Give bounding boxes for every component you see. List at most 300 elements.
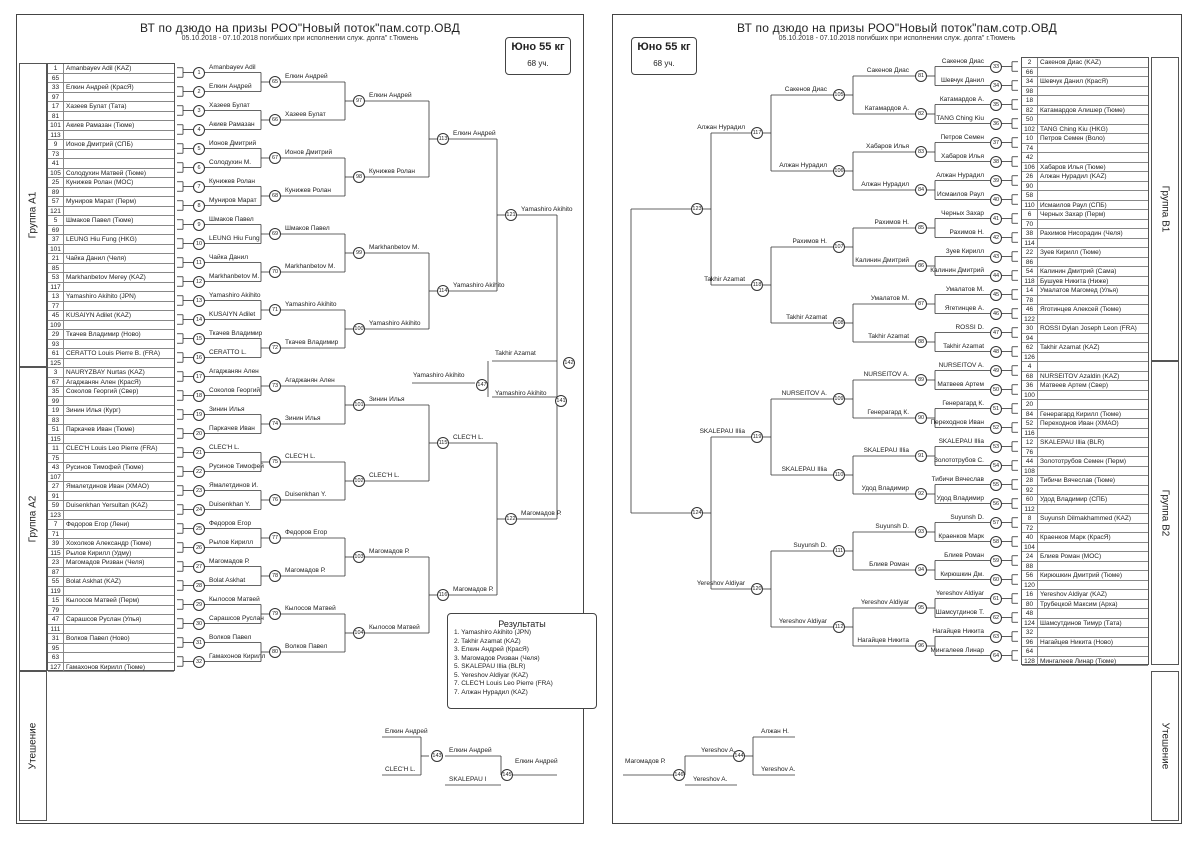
winner-name: Кирюшкин Дм. (940, 570, 984, 578)
roster-number: 68 (1022, 372, 1038, 382)
winner-name: Markhanbetov M. (209, 272, 260, 280)
roster-number: 18 (1022, 96, 1038, 106)
winner-name: Умалатов М. (870, 295, 909, 302)
roster-name: Соколов Георгий (Свер) (66, 388, 139, 395)
result-item: 7. Алжан Нурадил (KAZ) (454, 688, 528, 696)
match-number: 120 (751, 583, 763, 595)
roster-number: 106 (1022, 163, 1038, 173)
match-number: 17 (193, 371, 205, 383)
match-number: 73 (269, 380, 281, 392)
match-number: 67 (269, 152, 281, 164)
winner-name: ROSSI D. (955, 323, 984, 331)
match-number: 2 (193, 86, 205, 98)
match-number: 141 (555, 395, 567, 407)
roster-number: 4 (1022, 362, 1038, 372)
roster-name: Катамардов Алишер (Тюме) (1040, 106, 1125, 114)
roster-name: Краенков Марк (КрасЯ) (1040, 534, 1111, 541)
consolation-name: Магомадов Р. (625, 758, 666, 765)
match-number: 81 (915, 70, 927, 82)
roster-name: Елкин Андрей (КрасЯ) (66, 84, 134, 91)
match-number: 39 (990, 175, 1002, 187)
match-number: 91 (915, 450, 927, 462)
match-number: 37 (990, 137, 1002, 149)
roster-number: 75 (48, 454, 64, 464)
roster-number: 102 (1022, 125, 1038, 135)
winner-name: Генерагард К. (942, 399, 984, 407)
roster-number: 107 (48, 473, 64, 483)
roster-number: 64 (1022, 647, 1038, 657)
match-number: 58 (990, 536, 1002, 548)
roster-number: 19 (48, 406, 64, 416)
match-number: 27 (193, 561, 205, 573)
roster-number: 76 (1022, 448, 1038, 458)
roster-name: Зинин Илья (Кург) (66, 407, 121, 414)
result-item: 2. Takhir Azamat (KAZ) (454, 637, 521, 645)
winner-name: Сакенов Диас (866, 67, 909, 74)
winner-name: Duisenkhan Y. (285, 491, 327, 498)
roster-number: 6 (1022, 210, 1038, 220)
roster-number: 33 (48, 83, 64, 93)
match-number: 59 (990, 555, 1002, 567)
winner-name: Takhir Azamat (786, 314, 827, 321)
roster-number: 3 (48, 368, 64, 378)
roster-number: 45 (48, 311, 64, 321)
roster-number: 123 (48, 511, 64, 521)
roster-name: Шевчук Данил (КрасЯ) (1040, 78, 1109, 85)
roster-number: 59 (48, 501, 64, 511)
winner-name: Магомадов Р. (521, 510, 562, 517)
match-number: 22 (193, 466, 205, 478)
match-number: 46 (990, 308, 1002, 320)
roster-name: Удод Владимир (СПБ) (1040, 496, 1108, 503)
sheet-subtitle: 05.10.2018 - 07.10.2018 погибших при исполнении служ. долга" г.Тюмень (181, 35, 419, 42)
match-number: 56 (990, 498, 1002, 510)
roster-number: 43 (48, 463, 64, 473)
winner-name: Хабаров Илья (866, 143, 909, 150)
roster-name: Русинов Тимофей (Тюме) (66, 464, 144, 471)
roster-number: 47 (48, 615, 64, 625)
roster-number: 99 (48, 397, 64, 407)
winner-name: Магомадов Р. (209, 557, 250, 565)
match-number: 43 (990, 251, 1002, 263)
roster-number: 115 (48, 435, 64, 445)
roster-number: 39 (48, 539, 64, 549)
winner-name: Умалатов М. (945, 285, 984, 293)
roster-number: 65 (48, 74, 64, 84)
winner-name: Кылосов Матвей (209, 595, 260, 603)
roster-name: Бушуев Никита (Ниже) (1040, 277, 1109, 285)
winner-name: Гамахонов Кирилл (209, 652, 266, 660)
winner-name: Елкин Андрей (209, 82, 252, 90)
roster-number: 115 (48, 549, 64, 559)
winner-name: Блиев Роман (869, 561, 909, 568)
match-number: 12 (193, 276, 205, 288)
match-number: 16 (193, 352, 205, 364)
roster-number: 54 (1022, 267, 1038, 277)
winner-name: Тибичи Вячеслав (931, 475, 984, 483)
roster-number: 46 (1022, 305, 1038, 315)
winner-name: Yamashiro Akihito (413, 372, 465, 379)
roster-number: 81 (48, 112, 64, 122)
match-number: 107 (833, 241, 845, 253)
winner-name: Ягетинцев А. (944, 304, 984, 312)
roster-number: 88 (1022, 562, 1038, 572)
roster-number: 84 (1022, 410, 1038, 420)
match-number: 110 (833, 469, 845, 481)
roster-name: Петров Семен (Воло) (1040, 135, 1105, 142)
roster-number: 124 (1022, 619, 1038, 629)
roster-number: 11 (48, 444, 64, 454)
participant-count: 68 уч. (527, 59, 549, 68)
match-number: 124 (691, 507, 703, 519)
match-number: 63 (990, 631, 1002, 643)
roster-name: Блиев Роман (МОС) (1040, 553, 1102, 560)
winner-name: Ионов Дмитрий (209, 139, 257, 147)
match-number: 9 (193, 219, 205, 231)
winner-name: Зуев Кирилл (945, 247, 984, 255)
roster-number: 73 (48, 150, 64, 160)
winner-name: Yamashiro Akihito (285, 301, 337, 308)
roster-number: 9 (48, 140, 64, 150)
match-number: 114 (437, 285, 449, 297)
match-number: 51 (990, 403, 1002, 415)
roster-number: 74 (1022, 144, 1038, 154)
winner-name: Кылосов Матвей (285, 605, 336, 612)
winner-name: Yamashiro Akihito (495, 390, 547, 397)
roster-number: 98 (1022, 87, 1038, 97)
match-number: 97 (353, 95, 365, 107)
roster-number: 86 (1022, 258, 1038, 268)
winner-name: Yamashiro Akihito (209, 291, 261, 299)
roster-name: Yereshov Aldiyar (KAZ) (1040, 591, 1107, 598)
winner-name: Удод Владимир (936, 494, 984, 502)
roster-number: 12 (1022, 438, 1038, 448)
match-number: 108 (833, 317, 845, 329)
group-label: Группа В2 (1159, 489, 1171, 537)
match-number: 29 (193, 599, 205, 611)
match-number: 21 (193, 447, 205, 459)
winner-name: Генерагард К. (867, 409, 909, 416)
match-number: 100 (353, 323, 365, 335)
roster-number: 61 (48, 349, 64, 359)
winner-name: Сарашсов Руслан (209, 614, 264, 622)
winner-name: Suyunsh D. (950, 513, 984, 521)
roster-number: 60 (1022, 495, 1038, 505)
roster-number: 48 (1022, 609, 1038, 619)
winner-name: Зинин Илья (369, 396, 405, 403)
result-item: 3. Магомадов Ризван (Челя) (454, 654, 540, 662)
winner-name: Нагайцев Никита (857, 637, 909, 644)
winner-name: Федоров Егор (209, 519, 252, 527)
match-number: 70 (269, 266, 281, 278)
match-number: 55 (990, 479, 1002, 491)
roster-number: 41 (48, 159, 64, 169)
roster-number: 26 (1022, 172, 1038, 182)
roster-number: 32 (1022, 628, 1038, 638)
winner-name: Магомадов Р. (453, 586, 494, 593)
winner-name: SKALEPAU Illia (781, 466, 827, 473)
roster-number: 90 (1022, 182, 1038, 192)
match-number: 77 (269, 532, 281, 544)
roster-name: Трубецкой Максим (Арха) (1040, 600, 1118, 608)
match-number: 93 (915, 526, 927, 538)
winner-name: Yamashiro Akihito (453, 282, 505, 289)
winner-name: CLEC'H L. (453, 434, 484, 441)
match-number: 102 (353, 475, 365, 487)
roster-name: Зуев Кирилл (Тюме) (1040, 249, 1101, 256)
result-item: 5. Yereshov Aldiyar (KAZ) (454, 671, 529, 679)
match-number: 4 (193, 124, 205, 136)
roster-name: Ионов Дмитрий (СПБ) (66, 141, 133, 148)
match-number: 41 (990, 213, 1002, 225)
roster-number: 78 (1022, 296, 1038, 306)
winner-name: CERATTO L. (209, 348, 247, 356)
match-number: 143 (431, 750, 443, 762)
match-number: 35 (990, 99, 1002, 111)
roster-name: CERATTO Louis Pierre B. (FRA) (66, 350, 161, 357)
winner-name: Елкин Андрей (285, 73, 328, 80)
winner-name: Магомадов Р. (285, 567, 326, 574)
roster-name: Волков Павел (Ново) (66, 635, 130, 642)
match-number: 24 (193, 504, 205, 516)
match-number: 44 (990, 270, 1002, 282)
consolation-name: Елкин Андрей (515, 758, 558, 765)
participant-count: 68 уч. (653, 59, 675, 68)
winner-name: Кылосов Матвей (369, 624, 420, 631)
roster-number: 13 (48, 292, 64, 302)
match-number: 99 (353, 247, 365, 259)
match-number: 92 (915, 488, 927, 500)
consolation-name: Елкин Андрей (449, 747, 492, 754)
winner-name: Матвеев Артем (937, 380, 984, 388)
roster-name: Магомадов Ризван (Челя) (66, 559, 145, 566)
match-number: 38 (990, 156, 1002, 168)
roster-number: 16 (1022, 590, 1038, 600)
winner-name: Takhir Azamat (495, 350, 536, 357)
roster-number: 69 (48, 226, 64, 236)
roster-number: 29 (48, 330, 64, 340)
roster-number: 42 (1022, 153, 1038, 163)
match-number: 66 (269, 114, 281, 126)
results-box (447, 613, 597, 709)
match-number: 101 (353, 399, 365, 411)
roster-number: 30 (1022, 324, 1038, 334)
roster-number: 95 (48, 644, 64, 654)
winner-name: CLEC'H L. (369, 472, 400, 479)
winner-name: Yamashiro Akihito (369, 320, 421, 327)
match-number: 5 (193, 143, 205, 155)
winner-name: Черных Захар (941, 209, 984, 217)
match-number: 31 (193, 637, 205, 649)
roster-number: 105 (48, 169, 64, 179)
roster-name: Хазеев Булат (Тата) (66, 103, 127, 110)
roster-number: 24 (1022, 552, 1038, 562)
roster-name: Кирюшкин Дмитрий (Тюме) (1040, 572, 1123, 579)
match-number: 84 (915, 184, 927, 196)
roster-number: 91 (48, 492, 64, 502)
match-number: 109 (833, 393, 845, 405)
match-number: 49 (990, 365, 1002, 377)
roster-name: Алжан Нурадил (KAZ) (1040, 173, 1107, 180)
winner-name: Сакенов Диас (784, 86, 827, 93)
winner-name: Алжан Нурадил (697, 124, 745, 131)
winner-name: Yereshov Aldiyar (778, 618, 827, 625)
roster-number: 109 (48, 321, 64, 331)
winner-name: Хабаров Илья (941, 152, 984, 160)
roster-number: 101 (48, 245, 64, 255)
results-list (448, 629, 596, 697)
match-number: 74 (269, 418, 281, 430)
roster-name: Тибичи Вячеслав (Тюме) (1040, 477, 1116, 484)
group-label: Группа В1 (1159, 185, 1171, 233)
match-number: 18 (193, 390, 205, 402)
match-number: 42 (990, 232, 1002, 244)
winner-name: Солодухин М. (209, 158, 252, 166)
roster-name: Генерагард Кирилл (Тюме) (1040, 410, 1121, 418)
winner-name: KUSAIYN Adilet (209, 310, 256, 318)
winner-name: Зинин Илья (209, 405, 245, 413)
winner-name: Кунижев Ролан (369, 168, 415, 175)
match-number: 115 (437, 437, 449, 449)
match-number: 111 (833, 545, 845, 557)
match-number: 72 (269, 342, 281, 354)
winner-name: Волков Павел (285, 643, 328, 650)
match-number: 106 (833, 165, 845, 177)
roster-number: 51 (48, 425, 64, 435)
winner-name: Алжан Нурадил (861, 181, 909, 188)
roster-number: 28 (1022, 476, 1038, 486)
winner-name: Федоров Егор (285, 529, 328, 536)
roster-number: 113 (48, 131, 64, 141)
consolation-name: Елкин Андрей (385, 728, 428, 735)
winner-name: Ткачев Владимир (285, 339, 339, 346)
winner-name: Кунижев Ролан (285, 187, 331, 194)
winner-name: Suyunsh D. (875, 523, 909, 530)
winner-name: Агаджанян Ален (285, 377, 335, 384)
roster-number: 108 (1022, 467, 1038, 477)
match-number: 86 (915, 260, 927, 272)
roster-number: 23 (48, 558, 64, 568)
match-number: 11 (193, 257, 205, 269)
winner-name: Yereshov Aldiyar (860, 599, 909, 606)
roster-number: 52 (1022, 419, 1038, 429)
roster-name: Шамсутдинов Тимур (Тата) (1040, 619, 1122, 627)
winner-name: Ямалетдинов И. (209, 481, 259, 489)
match-number: 122 (505, 513, 517, 525)
roster-number: 5 (48, 216, 64, 226)
roster-number: 71 (48, 530, 64, 540)
match-number: 123 (691, 203, 703, 215)
roster-number: 116 (1022, 429, 1038, 439)
match-number: 121 (505, 209, 517, 221)
winner-name: Ионов Дмитрий (285, 149, 333, 156)
roster-number: 31 (48, 634, 64, 644)
match-number: 64 (990, 650, 1002, 662)
roster-name: Duisenkhan Yersultan (KAZ) (66, 502, 148, 509)
consolation-name: CLEC'H L. (385, 766, 416, 773)
winner-name: Bolat Askhat (209, 576, 246, 584)
roster-name: LEUNG Hiu Fung (HKG) (66, 236, 137, 243)
winner-name: Markhanbetov M. (369, 244, 420, 251)
roster-number: 119 (48, 587, 64, 597)
result-item: 3. Елкин Андрей (КрасЯ) (454, 646, 529, 653)
roster-number: 120 (1022, 581, 1038, 591)
match-number: 83 (915, 146, 927, 158)
roster-name: Bolat Askhat (KAZ) (66, 578, 121, 585)
winner-name: Хазеев Булат (285, 111, 326, 118)
match-number: 45 (990, 289, 1002, 301)
match-number: 113 (437, 133, 449, 145)
winner-name: Шевчук Данил (940, 76, 984, 84)
winner-name: Акиев Рамазан (209, 120, 255, 128)
roster-number: 125 (48, 359, 64, 369)
roster-name: Takhir Azamat (KAZ) (1040, 344, 1100, 351)
roster-number: 97 (48, 93, 64, 103)
match-number: 119 (751, 431, 763, 443)
roster-number: 36 (1022, 381, 1038, 391)
match-number: 117 (751, 127, 763, 139)
roster-name: Ткачев Владимир (Ново) (66, 331, 141, 338)
roster-number: 7 (48, 520, 64, 530)
roster-name: Сакенов Диас (KAZ) (1040, 59, 1102, 66)
roster-number: 118 (1022, 277, 1038, 287)
winner-name: Русинов Тимофей (209, 462, 264, 470)
winner-name: Волков Павел (209, 633, 252, 641)
roster-name: Suyunsh Dilmakhammed (KAZ) (1040, 515, 1132, 522)
roster-number: 20 (1022, 400, 1038, 410)
winner-name: Мингалеев Линар (930, 646, 984, 654)
winner-name: Рахимов Н. (874, 219, 909, 226)
sheet-title: ВТ по дзюдо на призы РОО"Новый поток"пам.сотр.ОВД (737, 21, 1057, 35)
roster-number: 82 (1022, 106, 1038, 116)
roster-name: Рылов Кирилл (Удму) (66, 549, 132, 557)
match-number: 48 (990, 346, 1002, 358)
roster-number: 96 (1022, 638, 1038, 648)
results-heading: Результаты (498, 619, 546, 629)
match-number: 25 (193, 523, 205, 535)
winner-name: Шамсутдинов Т. (935, 608, 984, 616)
roster-number: 104 (1022, 543, 1038, 553)
roster-number: 57 (48, 197, 64, 207)
roster-number: 38 (1022, 229, 1038, 239)
match-number: 87 (915, 298, 927, 310)
match-number: 103 (353, 551, 365, 563)
roster-name: SKALEPAU Illia (BLR) (1040, 439, 1105, 446)
match-number: 33 (990, 61, 1002, 73)
match-number: 116 (437, 589, 449, 601)
winner-name: Хазеев Булат (209, 101, 250, 109)
winner-name: Duisenkhan Y. (209, 500, 251, 508)
bracket-lines (613, 15, 1183, 825)
match-number: 145 (501, 769, 513, 781)
roster-name: Федоров Егор (Лени) (66, 521, 130, 528)
match-number: 57 (990, 517, 1002, 529)
match-number: 118 (751, 279, 763, 291)
roster-number: 87 (48, 568, 64, 578)
winner-name: Петров Семен (940, 133, 984, 141)
consolation-name: Yereshov A. (701, 747, 736, 754)
roster-number: 94 (1022, 334, 1038, 344)
roster-number: 40 (1022, 533, 1038, 543)
group-label: Группа А2 (27, 495, 39, 543)
roster-number: 92 (1022, 486, 1038, 496)
match-number: 20 (193, 428, 205, 440)
left-bracket-sheet (16, 14, 584, 824)
match-number: 30 (193, 618, 205, 630)
winner-name: Переходнов Иван (930, 418, 984, 426)
winner-name: Алжан Нурадил (936, 171, 984, 179)
match-number: 147 (476, 379, 488, 391)
